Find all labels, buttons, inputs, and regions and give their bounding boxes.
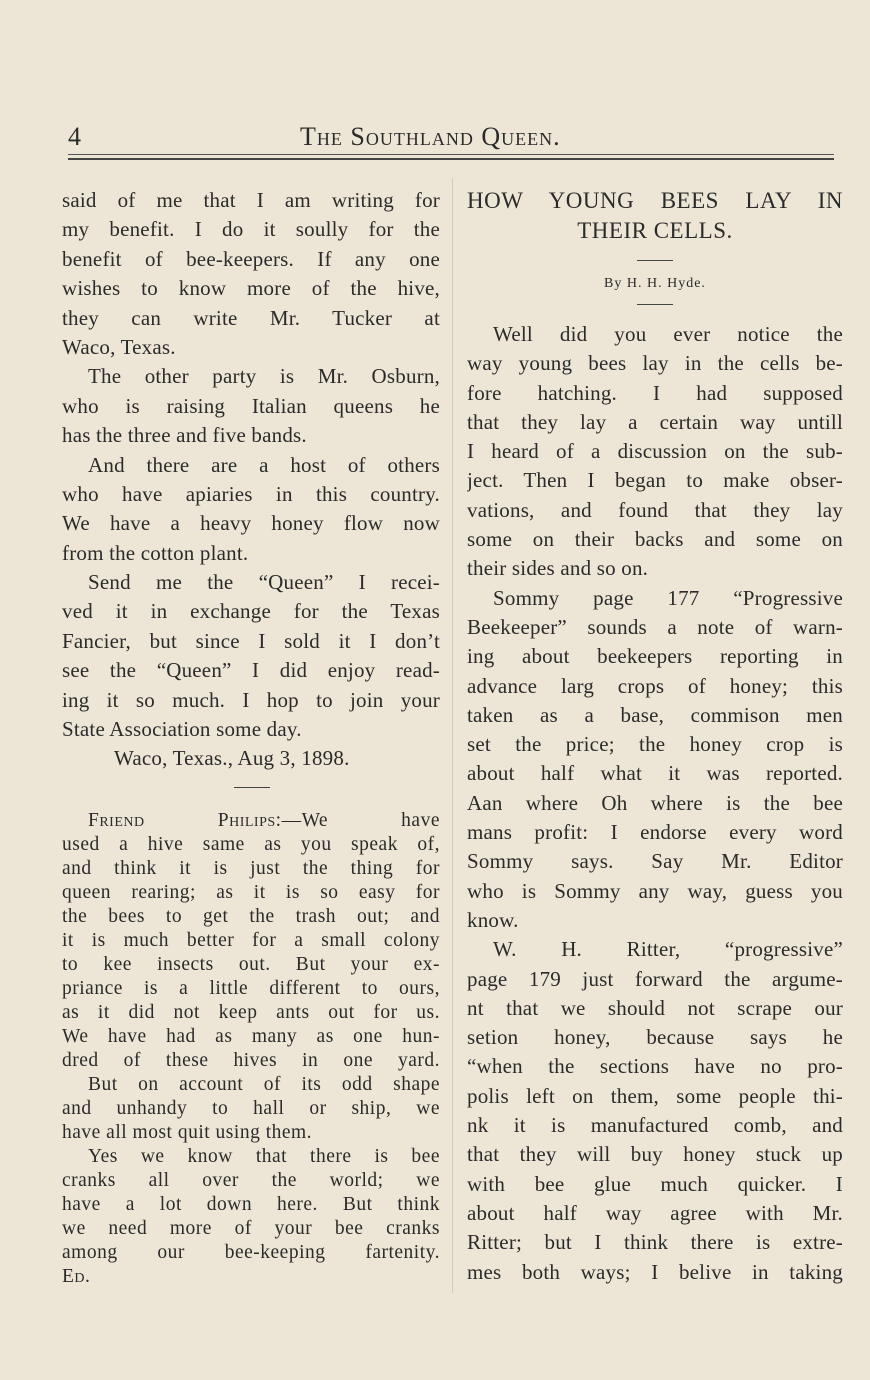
text-line: page 179 just forward the argume- bbox=[467, 966, 843, 991]
text-line: they can write Mr. Tucker at bbox=[62, 305, 440, 330]
text-line: to kee insects out. But your ex- bbox=[62, 953, 440, 975]
text-line: We have had as many as one hun- bbox=[62, 1025, 440, 1047]
text-line: who have apiaries in this country. bbox=[62, 481, 440, 506]
text-line: priance is a little different to ours, bbox=[62, 977, 440, 999]
text-line: Fancier, but since I sold it I don’t bbox=[62, 628, 440, 653]
text-line: But on account of its odd shape bbox=[88, 1073, 440, 1095]
text-line: fore hatching. I had supposed bbox=[467, 380, 843, 405]
article-byline: By H. H. Hyde. bbox=[604, 276, 706, 291]
left-column bbox=[62, 186, 440, 1289]
right-column bbox=[467, 186, 843, 1287]
text-line: that they lay a certain way untill bbox=[467, 409, 843, 434]
text-line: from the cotton plant. bbox=[62, 540, 249, 565]
separator-space bbox=[62, 774, 440, 801]
text-line: Waco, Texas. bbox=[62, 334, 176, 359]
text-line: used a hive same as you speak of, bbox=[62, 833, 440, 855]
text-line: ject. Then I began to make obser- bbox=[467, 468, 843, 493]
text-line: some on their backs and some on bbox=[467, 527, 843, 552]
text-line: State Association some day. bbox=[62, 717, 302, 742]
text-line: wishes to know more of the hive, bbox=[62, 276, 440, 301]
text-line: have all most quit using them. bbox=[62, 1121, 313, 1143]
text-line: and unhandy to hall or ship, we bbox=[62, 1097, 440, 1119]
text-line: setion honey, because says he bbox=[467, 1025, 843, 1050]
text-line: who is raising Italian queens he bbox=[62, 393, 440, 418]
text-line bbox=[62, 809, 440, 833]
article-body bbox=[467, 320, 843, 1287]
reply-signature: Ed. bbox=[62, 1265, 91, 1287]
short-rule bbox=[637, 260, 673, 261]
text-line: The other party is Mr. Osburn, bbox=[88, 364, 440, 389]
text-line: nt that we should not scrape our bbox=[467, 995, 843, 1020]
running-header bbox=[68, 122, 834, 152]
header-rule-thin bbox=[68, 154, 834, 155]
text-line: who is Sommy any way, guess you bbox=[467, 878, 843, 903]
text-line: We have a heavy honey flow now bbox=[62, 511, 440, 536]
text-line: said of me that I am writing for bbox=[62, 188, 440, 212]
text-line: ing about beekeepers reporting in bbox=[467, 644, 843, 669]
text-line: benefit of bee-keepers. If any one bbox=[62, 246, 440, 271]
reply-line-fragment: —We have bbox=[281, 809, 440, 831]
text-line: nk it is manufactured comb, and bbox=[467, 1113, 843, 1138]
text-line: that they will buy honey stuck up bbox=[467, 1142, 843, 1167]
text-line: way young bees lay in the cells be- bbox=[467, 351, 843, 376]
text-line: with bee glue much quicker. I bbox=[467, 1171, 843, 1196]
text-line: set the price; the honey crop is bbox=[467, 732, 843, 757]
text-line: mans profit: I endorse every word bbox=[467, 820, 843, 845]
text-line: Send me the “Queen” I recei- bbox=[88, 570, 440, 595]
text-line: dred of these hives in one yard. bbox=[62, 1049, 440, 1071]
text-line: queen rearing; as it is so easy for bbox=[62, 881, 440, 903]
text-line: Yes we know that there is bee bbox=[88, 1145, 440, 1167]
text-line: polis left on them, some people thi- bbox=[467, 1083, 843, 1108]
text-line: has the three and five bands. bbox=[62, 423, 307, 448]
text-line: the bees to get the trash out; and bbox=[62, 905, 440, 927]
text-line: about half way agree with Mr. bbox=[467, 1200, 843, 1225]
page-number: 4 bbox=[68, 122, 81, 151]
text-line: about half what it was reported. bbox=[467, 761, 843, 786]
text-line: Ritter; but I think there is extre- bbox=[467, 1230, 843, 1255]
article-title-line2: THEIR CELLS. bbox=[577, 218, 733, 243]
text-line: know. bbox=[467, 907, 519, 932]
text-line: vations, and found that they lay bbox=[467, 497, 843, 522]
text-line: I heard of a discussion on the sub- bbox=[467, 439, 843, 464]
text-line: cranks all over the world; we bbox=[62, 1169, 440, 1191]
reply-salutation: Friend Philips: bbox=[88, 809, 282, 831]
header-rule-thick bbox=[68, 158, 834, 160]
text-line: my benefit. I do it soully for the bbox=[62, 217, 440, 242]
text-line: ved it in exchange for the Texas bbox=[62, 599, 440, 624]
dateline: Waco, Texas., Aug 3, 1898. bbox=[114, 746, 350, 771]
text-line: their sides and so on. bbox=[467, 556, 649, 581]
text-line: we need more of your bee cranks bbox=[62, 1217, 440, 1239]
short-rule bbox=[234, 787, 270, 788]
text-line: Sommy says. Say Mr. Editor bbox=[467, 849, 843, 874]
text-line: have a lot down here. But think bbox=[62, 1193, 440, 1215]
text-line: it is much better for a small colony bbox=[62, 929, 440, 951]
text-line: W. H. Ritter, “progressive” bbox=[493, 937, 843, 962]
letter-body bbox=[62, 186, 440, 774]
text-line: ing it so much. I hop to join your bbox=[62, 687, 440, 712]
text-line: and think it is just the thing for bbox=[62, 857, 440, 879]
short-rule bbox=[637, 304, 673, 305]
text-line: “when the sections have no pro- bbox=[467, 1054, 843, 1079]
journal-title: The Southland Queen. bbox=[300, 122, 561, 151]
column-divider bbox=[452, 178, 453, 1293]
text-line: And there are a host of others bbox=[88, 452, 440, 477]
text-line: Beekeeper” sounds a note of warn- bbox=[467, 614, 843, 639]
text-line: mes both ways; I belive in taking bbox=[467, 1259, 843, 1284]
text-line: Well did you ever notice the bbox=[493, 322, 843, 346]
text-line: Aan where Oh where is the bee bbox=[467, 790, 843, 815]
text-line: see the “Queen” I did enjoy read- bbox=[62, 658, 440, 683]
article-title-line1: HOW YOUNG BEES LAY IN bbox=[467, 188, 843, 213]
editor-reply bbox=[62, 809, 440, 1289]
text-line: taken as a base, commison men bbox=[467, 702, 843, 727]
text-line: among our bee-keeping fartenity. bbox=[62, 1241, 440, 1263]
text-line: advance larg crops of honey; this bbox=[467, 673, 843, 698]
text-line: Sommy page 177 “Progressive bbox=[493, 585, 843, 610]
text-line: as it did not keep ants out for us. bbox=[62, 1001, 440, 1023]
